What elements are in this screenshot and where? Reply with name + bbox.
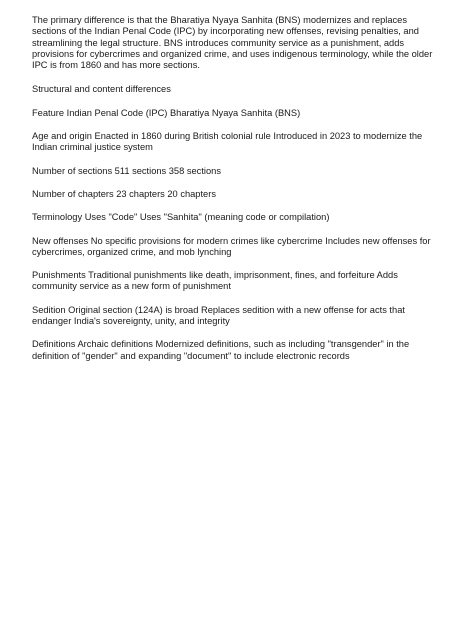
- row-terminology: Terminology Uses "Code" Uses "Sanhita" (meaning code or compilation): [32, 212, 330, 223]
- row-number-of-sections: Number of sections 511 sections 358 sections: [32, 165, 221, 176]
- row-new-offenses: New offenses No specific provisions for modern crimes like cybercrime Includes new offenses for cybercrimes, organized crime, and mob lynching: [32, 235, 431, 257]
- row-punishments: Punishments Traditional punishments like death, imprisonment, fines, and forfeiture Adds community service as a new form of punishment: [32, 270, 398, 292]
- row-sedition: Sedition Original section (124A) is broad Replaces sedition with a new offense for acts that endanger India's sovereignty, unity, and integrity: [32, 304, 405, 327]
- row-age-and-origin: Age and origin Enacted in 1860 during British colonial rule Introduced in 2023 to modernize the Indian criminal justice system: [32, 131, 423, 153]
- document-page: [32, 15, 442, 374]
- section-heading: Structural and content differences: [32, 84, 171, 95]
- table-header-row: Feature Indian Penal Code (IPC) Bharatiya Nyaya Sanhita (BNS): [32, 107, 301, 118]
- row-number-of-chapters: Number of chapters 23 chapters 20 chapters: [32, 188, 216, 199]
- row-definitions: Definitions Archaic definitions Modernized definitions, such as including "transgender" in the definition of "gender" and expanding "document" to include electronic records: [32, 339, 410, 361]
- intro-paragraph: The primary difference is that the Bharatiya Nyaya Sanhita (BNS) modernizes and replaces sections of the Indian Penal Code (IPC) by incorporating new offenses, revising penalties, and streamlining the legal structure. BNS introduces community service as a punishment, adds provisions for cybercrimes and organized crime, and uses indigenous terminology, while the older IPC is from 1860 and has more sections.: [32, 15, 433, 71]
